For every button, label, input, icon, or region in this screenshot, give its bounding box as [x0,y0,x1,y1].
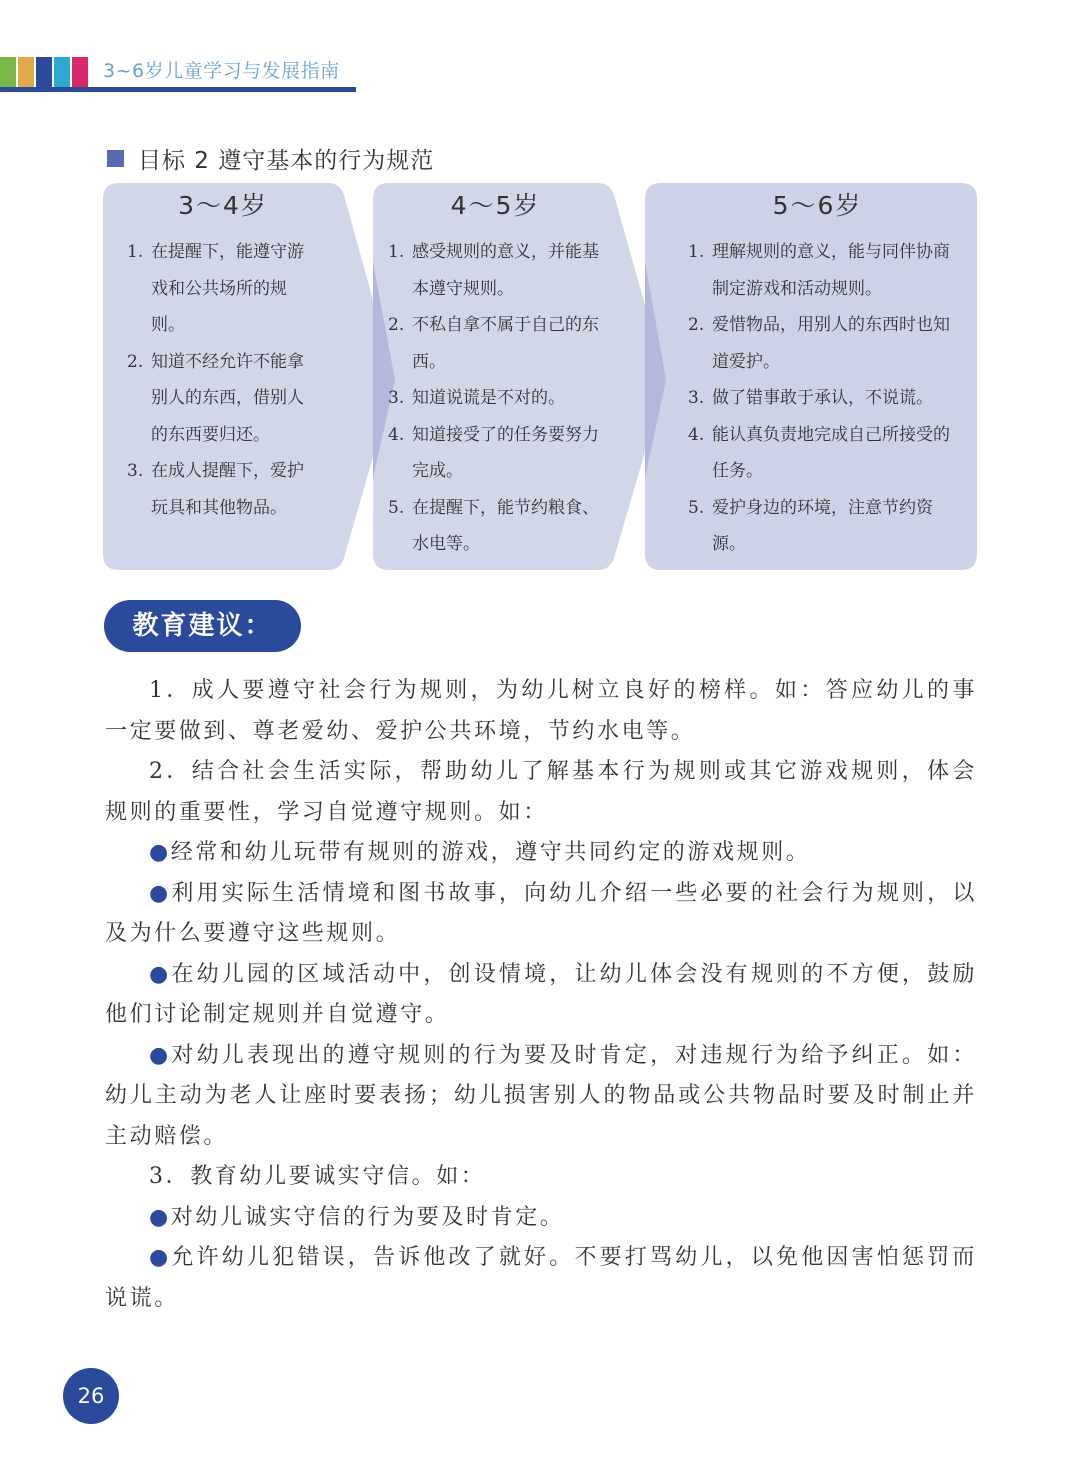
advice-paragraph: ●利用实际生活情境和图书故事，向幼儿介绍一些必要的社会行为规则，以及为什么要遵守这些规则。 [105,880,977,946]
panel-age-5-6: 5～6岁 [772,191,863,220]
book-title: 3~6岁儿童学习与发展指南 [103,60,340,82]
advice-paragraph: 1．成人要遵守社会行为规则，为幼儿树立良好的榜样。如：答应幼儿的事一定要做到、尊老爱幼、爱护公共环境，节约水电等。 [105,678,977,744]
bullet-dot-icon: ● [149,1042,172,1068]
panel-age-3-4: 3～4岁 [178,191,268,220]
bullet-dot-icon: ● [149,880,172,906]
bullet-dot-icon: ● [149,840,171,865]
goal-item: 5. 爱护身边的环境，注意节约资源。 [688,497,933,554]
goal-item: 3. 做了错事敢于承认，不说谎。 [688,388,933,408]
goal-item: 3. 在成人提醒下，爱护玩具和其他物品。 [127,461,304,518]
goal-item: 1. 感受规则的意义，并能基本遵守规则。 [388,242,599,299]
advice-heading-badge: 教育建议： [104,600,301,652]
goal-list-5-6 [688,234,953,563]
goal-item: 2. 爱惜物品，用别人的东西时也知道爱护。 [688,315,950,372]
advice-body [105,671,977,1319]
goal-title: 目标 2 遵守基本的行为规范 [138,148,435,174]
advice-paragraph: ●经常和幼儿玩带有规则的游戏，遵守共同约定的游戏规则。 [149,840,811,865]
bullet-dot-icon: ● [149,1204,171,1230]
panel-age-4-5: 4～5岁 [450,191,541,220]
goal-item: 3. 知道说谎是不对的。 [388,388,565,408]
advice-paragraph: ●允许幼儿犯错误，告诉他改了就好。不要打骂幼儿，以免他因害怕惩罚而说谎。 [105,1245,977,1311]
goal-list-3-4 [127,234,315,526]
goal-item: 4. 知道接受了的任务要努力完成。 [388,424,599,481]
page-number: 26 [63,1368,119,1424]
goal-item: 2. 不私自拿不属于自己的东西。 [388,315,599,372]
age-panels [0,0,1080,600]
goal-item: 5. 在提醒下，能节约粮食、水电等。 [388,497,599,554]
bullet-dot-icon: ● [149,961,172,987]
goal-item: 2. 知道不经允许不能拿别人的东西，借别人的东西要归还。 [127,351,304,445]
goal-item: 1. 理解规则的意义，能与同伴协商制定游戏和活动规则。 [688,242,950,299]
goal-item: 1. 在提醒下，能遵守游戏和公共场所的规则。 [127,242,304,335]
advice-paragraph: ●在幼儿园的区域活动中，创设情境，让幼儿体会没有规则的不方便，鼓励他们讨论制定规则并自觉遵守。 [105,961,977,1027]
advice-paragraph: 2．结合社会生活实际，帮助幼儿了解基本行为规则或其它游戏规则，体会规则的重要性，学习自觉遵守规则。如： [105,759,977,825]
advice-paragraph: ●对幼儿诚实守信的行为要及时肯定。 [149,1204,565,1230]
advice-paragraph: ●对幼儿表现出的遵守规则的行为要及时肯定，对违规行为给予纠正。如：幼儿主动为老人让座时要表扬；幼儿损害别人的物品或公共物品时要及时制止并主动赔偿。 [105,1042,977,1149]
bullet-dot-icon: ● [149,1245,172,1270]
advice-paragraph: 3．教育幼儿要诚实守信。如： [149,1164,486,1189]
goal-list-4-5 [388,234,612,563]
goal-item: 4. 能认真负责地完成自己所接受的任务。 [688,424,950,481]
